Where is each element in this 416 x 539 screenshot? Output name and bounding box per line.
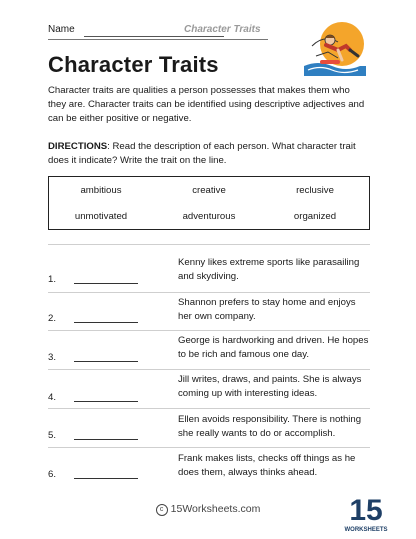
question-number: 2. <box>48 313 57 324</box>
name-label: Name <box>48 24 75 35</box>
logo-caption: WORKSHEETS <box>344 527 388 533</box>
directions <box>48 140 370 168</box>
page-title: Character Traits <box>48 52 219 77</box>
question-number: 3. <box>48 352 57 363</box>
question-text: Kenny likes extreme sports like parasailing and skydiving. <box>178 257 360 282</box>
question-text: Shannon prefers to stay home and enjoys her own company. <box>178 297 356 322</box>
copyright-icon: c <box>156 504 168 516</box>
directions-label: DIRECTIONS <box>48 141 108 152</box>
question-number: 1. <box>48 274 57 285</box>
divider <box>48 292 370 293</box>
divider <box>48 244 370 245</box>
question-text: Frank makes lists, checks off things as he does them, always thinks ahead. <box>178 453 356 478</box>
answer-line[interactable] <box>74 401 138 402</box>
word-bank <box>48 176 370 230</box>
footer-site: 15Worksheets.com <box>170 503 261 515</box>
answer-line[interactable] <box>74 322 138 323</box>
name-field-line[interactable] <box>84 36 224 37</box>
word-bank-item: organized <box>293 211 337 222</box>
divider <box>48 408 370 409</box>
question-text: Jill writes, draws, and paints. She is always coming up with interesting ideas. <box>178 374 362 399</box>
question-number: 6. <box>48 469 57 480</box>
logo-number: 15 <box>349 494 383 527</box>
header-underline <box>48 39 268 40</box>
question-text: George is hardworking and driven. He hopes to be rich and famous one day. <box>178 335 369 360</box>
question-text: Ellen avoids responsibility. There is nothing she really wants to do or accomplish. <box>178 414 362 439</box>
intro-paragraph: Character traits are qualities a person possesses that makes them who they are. Character traits can be identified using descriptive adjectives and can be either positive or negative. <box>48 85 365 124</box>
answer-line[interactable] <box>74 283 138 284</box>
parasailing-icon <box>298 16 370 84</box>
word-bank-item: reclusive <box>296 185 334 196</box>
divider <box>48 369 370 370</box>
worksheet-title: Character Traits <box>184 24 261 35</box>
15worksheets-logo <box>344 490 388 534</box>
word-bank-item: unmotivated <box>74 211 128 222</box>
word-bank-item: ambitious <box>80 185 122 196</box>
directions-text: : Read the description of each person. What character trait does it indicate? Write the trait on the line. <box>48 141 356 166</box>
question-number: 4. <box>48 392 57 403</box>
divider <box>48 330 370 331</box>
word-bank-item: creative <box>192 185 226 196</box>
question-number: 5. <box>48 430 57 441</box>
answer-line[interactable] <box>74 478 138 479</box>
divider <box>48 447 370 448</box>
header <box>48 24 266 40</box>
answer-line[interactable] <box>74 439 138 440</box>
answer-line[interactable] <box>74 361 138 362</box>
word-bank-item: adventurous <box>182 211 236 222</box>
